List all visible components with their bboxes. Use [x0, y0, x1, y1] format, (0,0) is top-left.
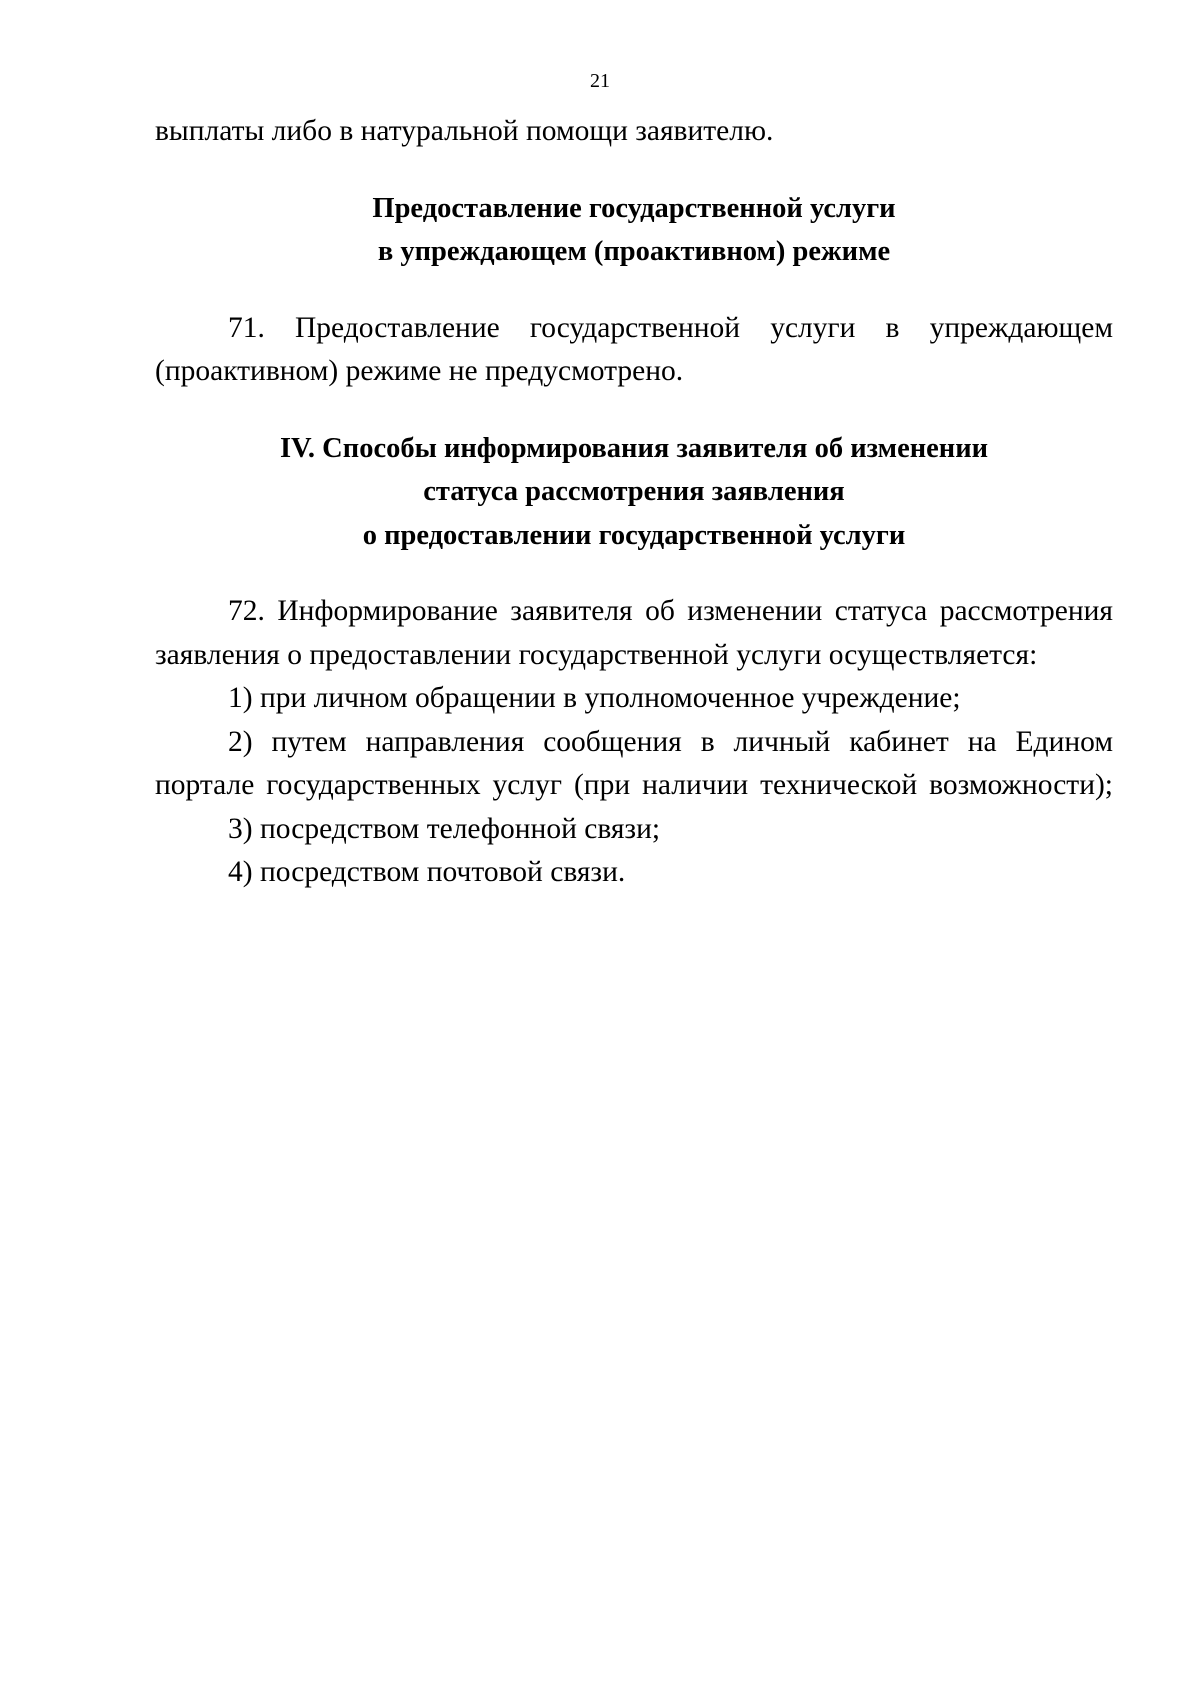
list-item-line: 3) посредством телефонной связи; — [228, 812, 661, 845]
continuation-line: выплаты либо в натуральной помощи заявителю. — [155, 115, 774, 147]
list-item-line: 2) путем направления сообщения в личный кабинет на Едином — [228, 725, 1113, 758]
heading-line: Предоставление государственной услуги — [372, 192, 896, 224]
paragraph-line: 72. Информирование заявителя об изменении статуса рассмотрения — [228, 595, 1113, 627]
page-number: 21 — [590, 70, 610, 92]
heading-line: в упреждающем (проактивном) режиме — [377, 236, 891, 267]
page-content — [155, 110, 1113, 895]
paragraph-71 — [155, 307, 1113, 394]
list-item — [155, 851, 1113, 895]
list-item — [155, 677, 1113, 721]
heading-line: о предоставлении государственной услуги — [362, 519, 906, 551]
paragraph-72 — [155, 590, 1113, 677]
heading-line: IV. Способы информирования заявителя об изменении — [279, 432, 989, 464]
section-heading-proactive — [155, 187, 1113, 274]
paragraph-line: 71. Предоставление государственной услуги в упреждающем — [228, 311, 1113, 344]
list-item — [155, 721, 1113, 808]
paragraph-line: заявления о предоставлении государственной услуги осуществляется: — [155, 638, 1038, 671]
list-item — [155, 808, 1113, 852]
continuation-text — [155, 110, 1113, 154]
section-heading-iv — [155, 427, 1113, 558]
list-item-line: 4) посредством почтовой связи. — [228, 856, 626, 888]
paragraph-line: (проактивном) режиме не предусмотрено. — [155, 355, 684, 387]
list-item-line: 1) при личном обращении в уполномоченное учреждение; — [228, 682, 961, 714]
heading-line: статуса рассмотрения заявления — [423, 476, 845, 507]
list-item-line: портале государственных услуг (при наличии технической возможности); — [155, 769, 1113, 801]
